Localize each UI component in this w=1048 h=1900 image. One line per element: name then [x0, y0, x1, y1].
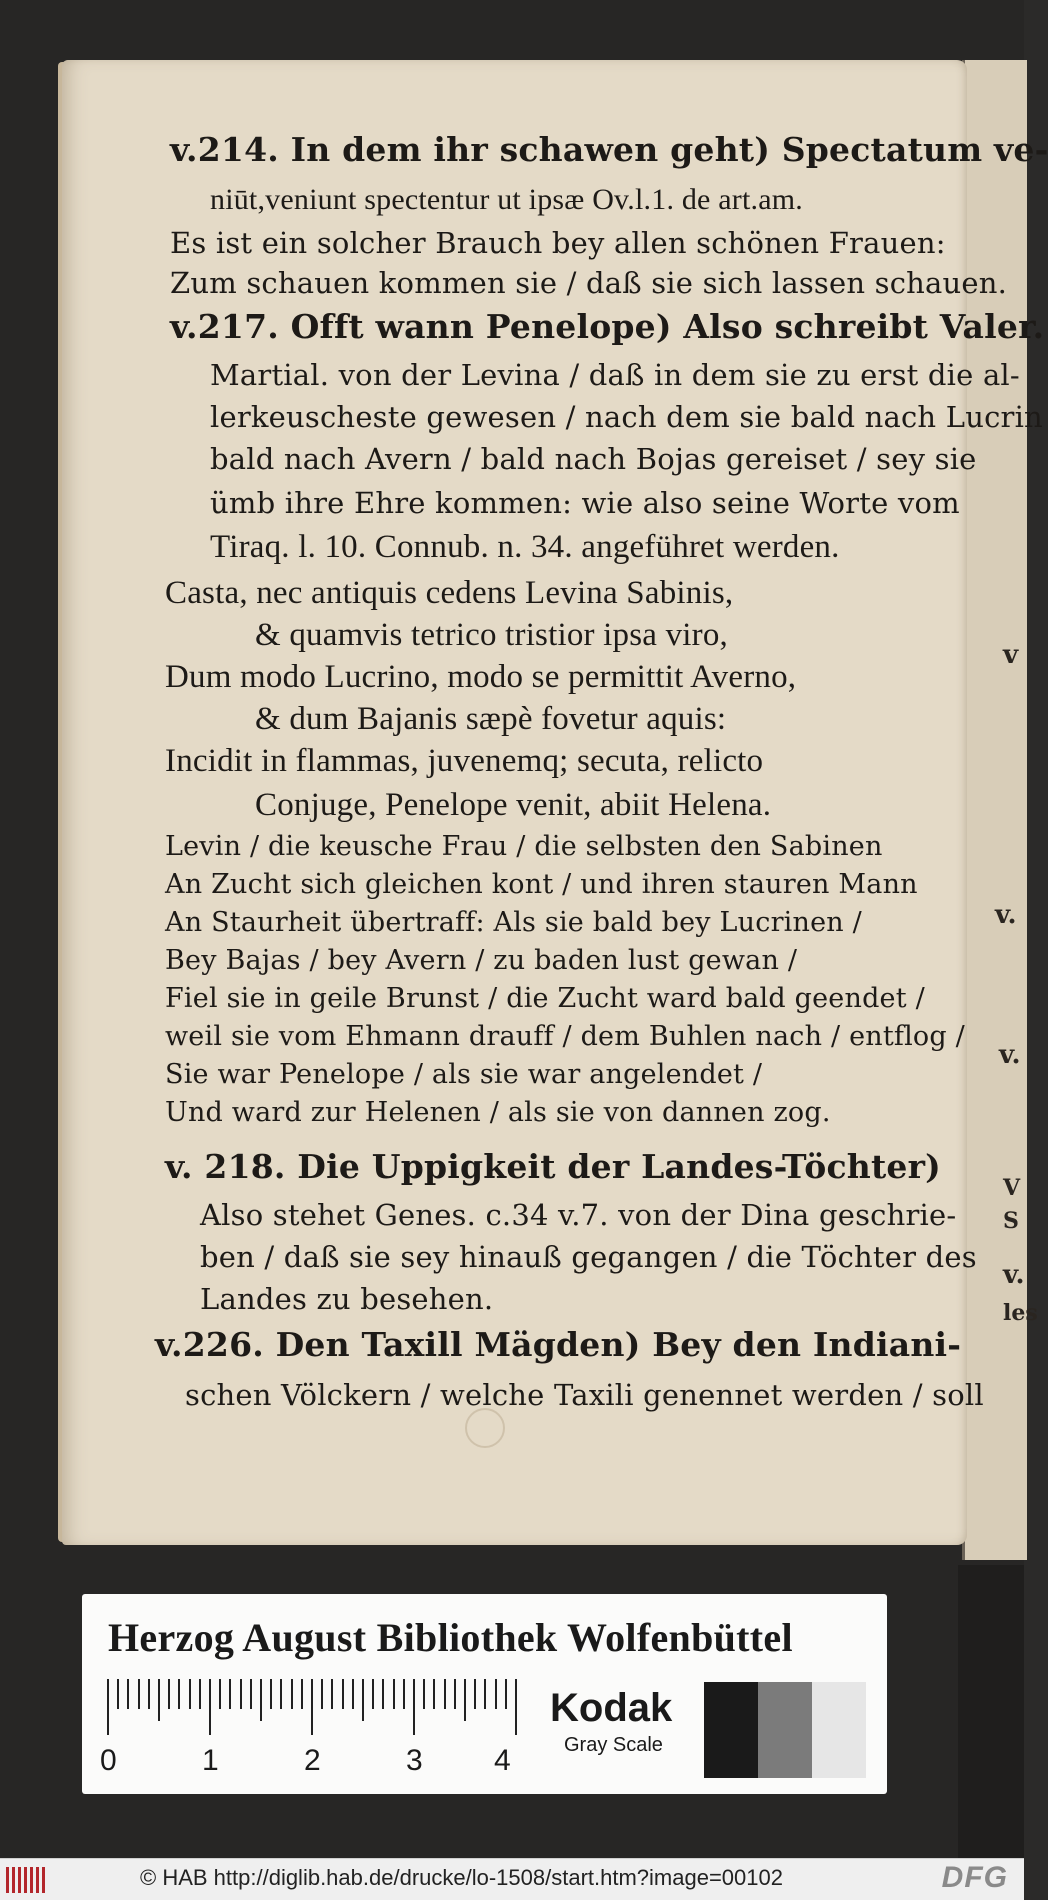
ruler-tick	[413, 1679, 415, 1735]
text-line: Sie war Penelope / als sie war angelendet /	[165, 1059, 763, 1090]
text-line: Incidit in flammas, juvenemq; secuta, relicto	[165, 743, 764, 779]
color-calibration-card	[82, 1594, 887, 1794]
book-cover	[958, 1565, 1024, 1858]
facing-fragment: les	[1003, 1300, 1038, 1326]
ruler-tick	[291, 1679, 293, 1709]
ruler-tick	[270, 1679, 272, 1709]
text-line: v.226. Den Taxill Mägden) Bey den Indiani-	[155, 1325, 962, 1364]
text-line: Conjuge, Penelope venit, abiit Helena.	[255, 787, 772, 823]
gray-swatch-light	[812, 1682, 866, 1778]
text-line: Tiraq. l. 10. Connub. n. 34. angeführet werden.	[210, 529, 840, 565]
ruler-tick	[189, 1679, 191, 1709]
ruler-tick	[168, 1679, 170, 1709]
ruler-ticks	[107, 1679, 517, 1735]
ruler-tick	[444, 1679, 446, 1709]
ruler-tick	[321, 1679, 323, 1709]
text-line: v.217. Offt wann Penelope) Also schreibt Valer.	[170, 307, 1045, 346]
text-line: Bey Bajas / bey Avern / zu baden lust gewan /	[165, 945, 798, 976]
footer-bar	[0, 1858, 1024, 1900]
scale-number: 2	[304, 1744, 321, 1777]
text-line: Es ist ein solcher Brauch bey allen schönen Frauen:	[170, 226, 946, 260]
hab-barcode-icon	[6, 1867, 46, 1893]
ruler-tick	[464, 1679, 466, 1721]
ruler-tick	[393, 1679, 395, 1709]
facing-fragment: v	[1003, 640, 1019, 670]
ruler-tick	[199, 1679, 201, 1709]
text-line: Levin / die keusche Frau / die selbsten den Sabinen	[165, 831, 883, 862]
ruler-tick	[505, 1679, 507, 1709]
ruler-tick	[148, 1679, 150, 1709]
scale-number: 3	[406, 1744, 423, 1777]
ruler-tick	[372, 1679, 374, 1709]
ruler-tick	[260, 1679, 262, 1721]
ruler-tick	[311, 1679, 313, 1735]
copyright-link[interactable]: © HAB http://diglib.hab.de/drucke/lo-1508/start.htm?image=00102	[140, 1865, 783, 1890]
text-line: Casta, nec antiquis cedens Levina Sabinis,	[165, 575, 734, 611]
ruler-tick	[515, 1679, 517, 1735]
ruler-tick	[495, 1679, 497, 1709]
gray-swatch-black	[704, 1682, 758, 1778]
text-line: schen Völckern / welche Taxili genennet werden / soll	[185, 1378, 984, 1412]
ruler-tick	[362, 1679, 364, 1721]
text-line: Dum modo Lucrino, modo se permittit Averno,	[165, 659, 797, 695]
text-line: Also stehet Genes. c.34 v.7. von der Dina geschrie-	[200, 1198, 957, 1232]
scale-number: 0	[100, 1744, 117, 1777]
ruler-tick	[382, 1679, 384, 1709]
facing-fragment: v.	[995, 900, 1017, 930]
text-line: An Zucht sich gleichen kont / und ihren stauren Mann	[165, 869, 918, 900]
text-line: & quamvis tetrico tristior ipsa viro,	[255, 617, 728, 653]
kodak-logo: Kodak	[550, 1686, 673, 1730]
facing-fragment: v.	[1003, 1260, 1025, 1290]
ruler-tick	[219, 1679, 221, 1709]
page-stain	[465, 1408, 505, 1448]
text-line: weil sie vom Ehmann drauff / dem Buhlen nach / entflog /	[165, 1021, 965, 1052]
scale-number: 1	[202, 1744, 219, 1777]
ruler-tick	[433, 1679, 435, 1709]
text-line: An Staurheit übertraff: Als sie bald bey Lucrinen /	[165, 907, 862, 938]
ruler-tick	[138, 1679, 140, 1709]
text-line: ümb ihre Ehre kommen: wie also seine Worte vom	[210, 486, 960, 520]
dfg-logo: DFG	[941, 1861, 1008, 1894]
ruler-tick	[331, 1679, 333, 1709]
ruler-tick	[423, 1679, 425, 1709]
ruler-tick	[484, 1679, 486, 1709]
ruler-tick	[209, 1679, 211, 1735]
ruler-tick	[342, 1679, 344, 1709]
gray-scale-label: Gray Scale	[564, 1734, 663, 1756]
ruler-tick	[301, 1679, 303, 1709]
text-line: ben / daß sie sey hinauß gegangen / die Töchter des	[200, 1240, 977, 1274]
ruler-tick	[178, 1679, 180, 1709]
text-line: v.214. In dem ihr schawen geht) Spectatum ve-	[170, 130, 1048, 169]
scale-number: 4	[494, 1744, 511, 1777]
ruler-tick	[280, 1679, 282, 1709]
facing-fragment: V	[1003, 1175, 1021, 1201]
text-line: Fiel sie in geile Brunst / die Zucht ward bald geendet /	[165, 983, 925, 1014]
library-name: Herzog August Bibliothek Wolfenbüttel	[108, 1615, 793, 1660]
text-line: Und ward zur Helenen / als sie von dannen zog.	[165, 1097, 831, 1128]
text-line: Landes zu besehen.	[200, 1282, 494, 1316]
gray-swatch-mid	[758, 1682, 812, 1778]
ruler-tick	[229, 1679, 231, 1709]
text-line: niūt,veniunt spectentur ut ipsæ Ov.l.1. de art.am.	[210, 183, 803, 216]
ruler-tick	[127, 1679, 129, 1709]
text-line: Martial. von der Levina / daß in dem sie zu erst die al-	[210, 358, 1020, 392]
ruler-tick	[117, 1679, 119, 1709]
ruler-tick	[158, 1679, 160, 1721]
ruler-tick	[454, 1679, 456, 1709]
ruler-tick	[352, 1679, 354, 1709]
text-line: bald nach Avern / bald nach Bojas gereiset / sey sie	[210, 442, 977, 476]
text-line: v. 218. Die Uppigkeit der Landes-Töchter)	[165, 1147, 941, 1186]
text-line: Zum schauen kommen sie / daß sie sich lassen schauen.	[170, 266, 1008, 300]
ruler-tick	[403, 1679, 405, 1709]
ruler-tick	[474, 1679, 476, 1709]
ruler-tick	[240, 1679, 242, 1709]
ruler-tick	[250, 1679, 252, 1709]
text-line: lerkeuscheste gewesen / nach dem sie bald nach Lucrin	[210, 400, 1043, 434]
text-line: & dum Bajanis sæpè fovetur aquis:	[255, 701, 727, 737]
facing-fragment: S	[1003, 1208, 1019, 1234]
facing-fragment: v.	[999, 1040, 1021, 1070]
ruler-tick	[107, 1679, 109, 1735]
